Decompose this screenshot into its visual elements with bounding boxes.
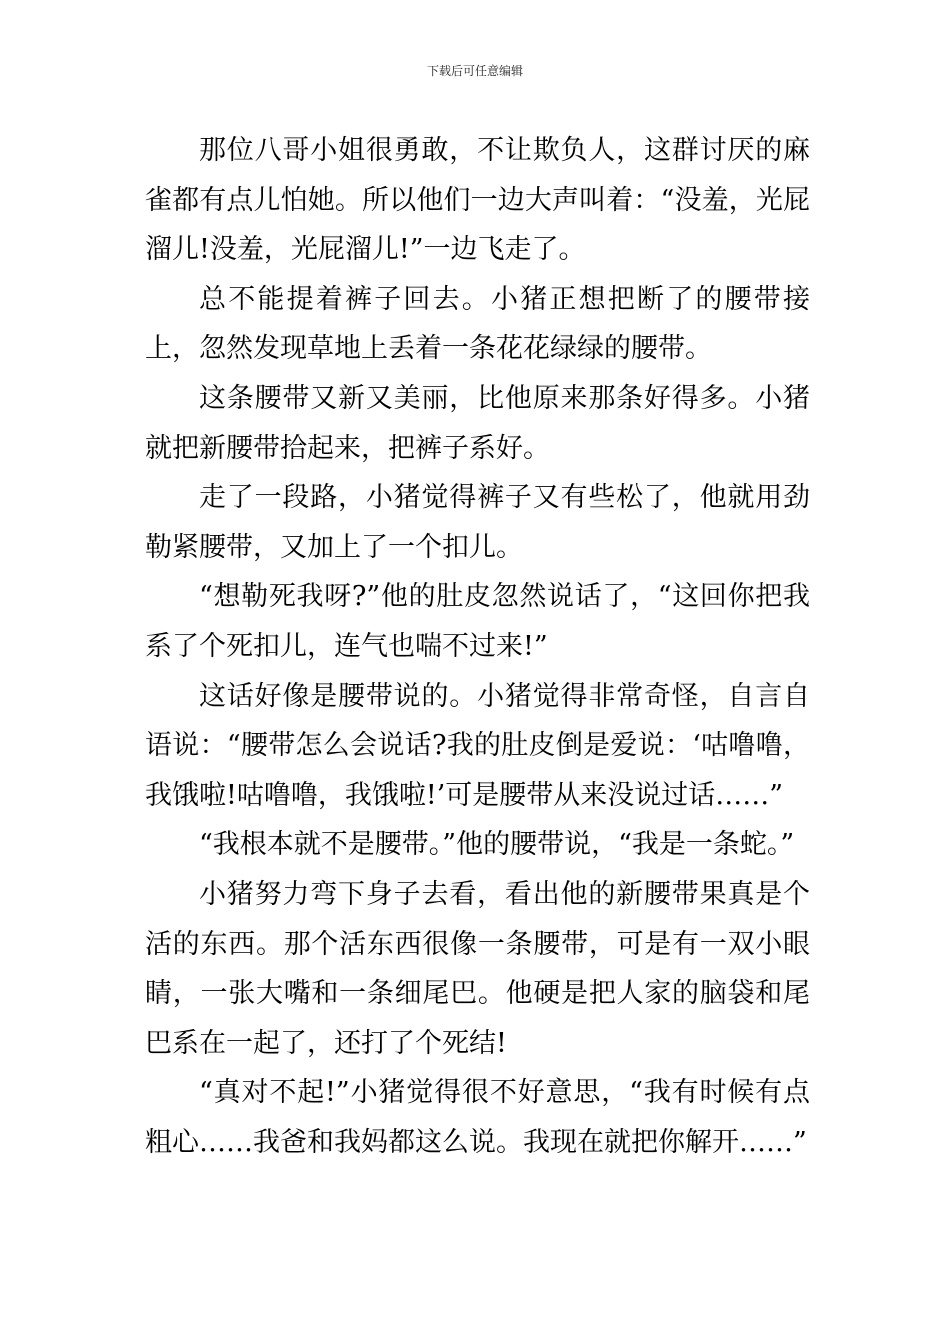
paragraph: 这话好像是腰带说的。小猪觉得非常奇怪，自言自语说：“腰带怎么会说话?我的肚皮倒是爱说：‘咕噜噜，我饿啦!咕噜噜，我饿啦!’可是腰带从来没说过话……” xyxy=(145,680,810,811)
paragraph: 那位八哥小姐很勇敢，不让欺负人，这群讨厌的麻雀都有点儿怕她。所以他们一边大声叫着：“没羞，光屁溜儿!没羞，光屁溜儿!”一边飞走了。 xyxy=(145,135,810,266)
body-text xyxy=(145,126,810,1167)
paragraph: 这条腰带又新又美丽，比他原来那条好得多。小猪就把新腰带拾起来，把裤子系好。 xyxy=(145,382,810,464)
paragraph: 小猪努力弯下身子去看，看出他的新腰带果真是个活的东西。那个活东西很像一条腰带，可是有一双小眼睛，一张大嘴和一条细尾巴。他硬是把人家的脑袋和尾巴系在一起了，还打了个死结! xyxy=(145,878,810,1059)
paragraph: “真对不起!”小猪觉得很不好意思，“我有时候有点粗心……我爸和我妈都这么说。我现在就把你解开……” xyxy=(145,1077,810,1158)
paragraph: “我根本就不是腰带。”他的腰带说，“我是一条蛇。” xyxy=(199,829,795,861)
paragraph: “想勒死我呀?”他的肚皮忽然说话了，“这回你把我系了个死扣儿，连气也喘不过来!” xyxy=(145,581,810,662)
paragraph: 总不能提着裤子回去。小猪正想把断了的腰带接上，忽然发现草地上丢着一条花花绿绿的腰带。 xyxy=(145,283,810,365)
paragraph: 走了一段路，小猪觉得裤子又有些松了，他就用劲勒紧腰带，又加上了一个扣儿。 xyxy=(145,482,810,563)
page-header: 下载后可任意编辑 xyxy=(426,64,523,78)
